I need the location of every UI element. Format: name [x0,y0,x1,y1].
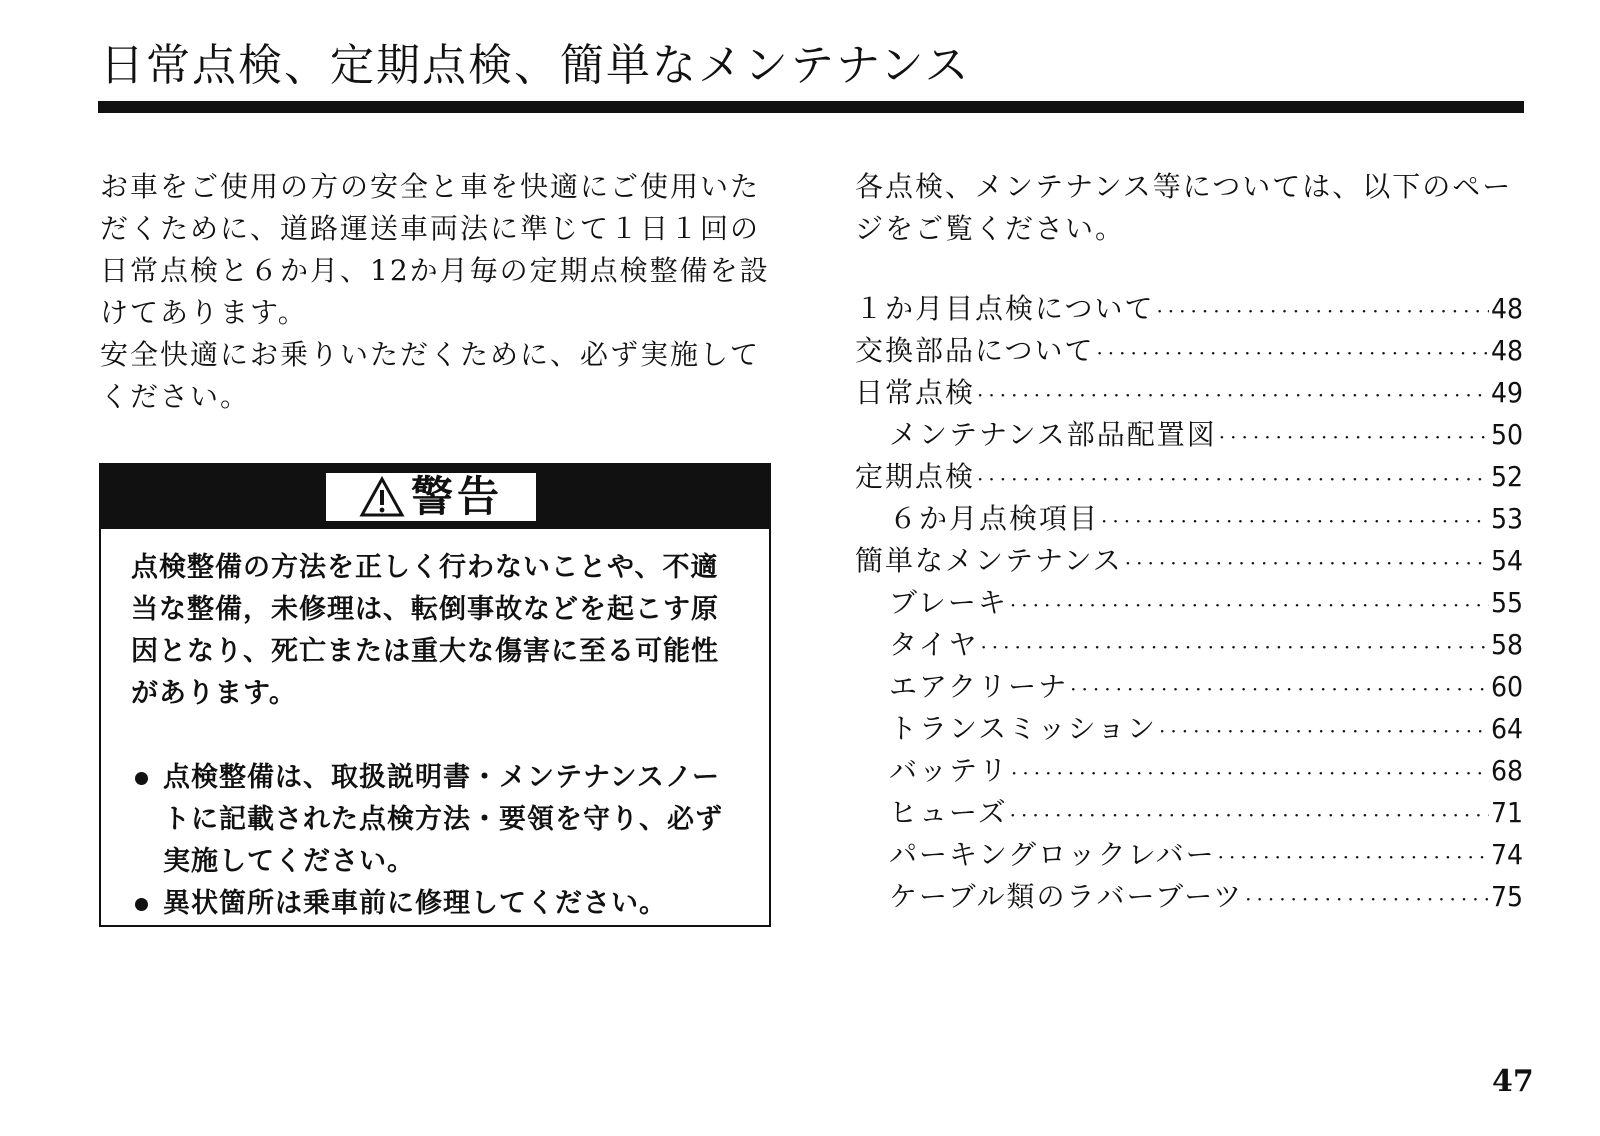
toc-label: ６か月点検項目 [889,502,1100,535]
toc-label: エアクリーナ [889,670,1069,703]
page-title: 日常点検、定期点検、簡単なメンテナンス [100,40,971,91]
toc-item[interactable] [855,582,1523,624]
toc-label: 日常点検 [855,376,976,409]
toc-leader [1156,290,1489,332]
toc-label: パーキングロックレバー [889,838,1216,871]
intro-paragraph: お車をご使用の方の安全と車を快適にご使用いただくために、道路運送車両法に準じて１日１回の日常点検と６か月、12か月毎の定期点検整備を設けてあります。 [100,170,770,329]
toc-page: 55 [1490,586,1523,619]
toc-page: 64 [1490,712,1523,745]
toc-label: ブレーキ [889,586,1008,619]
toc-label: １か月目点検について [855,292,1155,325]
toc-item[interactable] [855,456,1523,498]
toc-page: 48 [1490,334,1523,367]
warning-label-text: 警告 [410,472,503,521]
warning-bullet-text: 異状箇所は乗車前に修理してください。 [163,888,667,919]
toc-label: 簡単なメンテナンス [855,544,1123,577]
warning-triangle-icon [359,476,405,518]
toc-leader [1010,794,1489,836]
toc-page: 71 [1490,796,1523,829]
toc-page: 48 [1490,292,1523,325]
warning-bullet-text: 点検整備は、取扱説明書・メンテナンスノートに記載された点検方法・要領を守り、必ず実施してください。 [163,762,723,877]
warning-header [101,465,769,529]
toc-label: トランスミッション [889,712,1158,745]
toc-page: 49 [1490,376,1523,409]
toc-page: 54 [1490,544,1523,577]
toc-leader [1096,332,1489,374]
toc-leader [1011,752,1489,794]
toc-leader [1070,668,1489,710]
toc-leader [1159,710,1489,752]
toc-leader [1125,542,1489,584]
toc-item[interactable] [855,414,1523,456]
toc-label: 定期点検 [855,460,976,493]
toc-item[interactable] [855,876,1523,918]
toc-item[interactable] [855,540,1523,582]
toc-item[interactable] [855,288,1523,330]
warning-text: 点検整備の方法を正しく行わないことや、不適当な整備，未修理は、転倒事故などを起こす原因となり、死亡または重大な傷害に至る可能性があります。 [131,552,719,709]
toc-leader [1219,416,1489,458]
toc-leader [977,458,1489,500]
toc-leader [1245,878,1489,920]
table-of-contents [855,288,1523,918]
warning-label [324,471,538,523]
toc-page: 60 [1490,670,1523,703]
toc-item[interactable] [855,624,1523,666]
warning-bullet [131,883,739,925]
bullet-icon [135,772,148,785]
title-rule [98,101,1524,113]
warning-body [101,529,769,925]
toc-leader [980,626,1489,668]
warning-bullet [131,757,739,883]
toc-label: 交換部品について [855,334,1095,367]
page-number: 47 [1492,1064,1534,1099]
intro-paragraph: 安全快適にお乗りいただくために、必ず実施してください。 [100,338,761,413]
toc-leader [1101,500,1489,542]
toc-leader [1010,584,1489,626]
toc-page: 53 [1490,502,1523,535]
toc-page: 50 [1490,418,1523,451]
toc-label: ケーブル類のラバーブーツ [889,880,1244,913]
toc-item[interactable] [855,498,1523,540]
toc-item[interactable] [855,708,1523,750]
toc-page: 52 [1490,460,1523,493]
toc-label: メンテナンス部品配置図 [889,418,1217,451]
toc-leader [1218,836,1489,878]
toc-page: 75 [1490,880,1523,913]
toc-page: 74 [1490,838,1523,871]
toc-intro: 各点検、メンテナンス等については、以下のページをご覧ください。 [855,170,1513,245]
toc-label: タイヤ [889,628,979,661]
intro-text [100,166,780,418]
warning-bullets [131,757,739,925]
toc-page: 58 [1490,628,1523,661]
toc-item[interactable] [855,372,1523,414]
toc-item[interactable] [855,834,1523,876]
toc-page: 68 [1490,754,1523,787]
toc-label: バッテリ [889,754,1010,787]
toc-leader [977,374,1489,416]
warning-box [99,463,771,927]
toc-item[interactable] [855,666,1523,708]
toc-item[interactable] [855,792,1523,834]
toc-item[interactable] [855,750,1523,792]
toc-item[interactable] [855,330,1523,372]
bullet-icon [135,898,148,911]
toc-label: ヒューズ [889,796,1008,829]
